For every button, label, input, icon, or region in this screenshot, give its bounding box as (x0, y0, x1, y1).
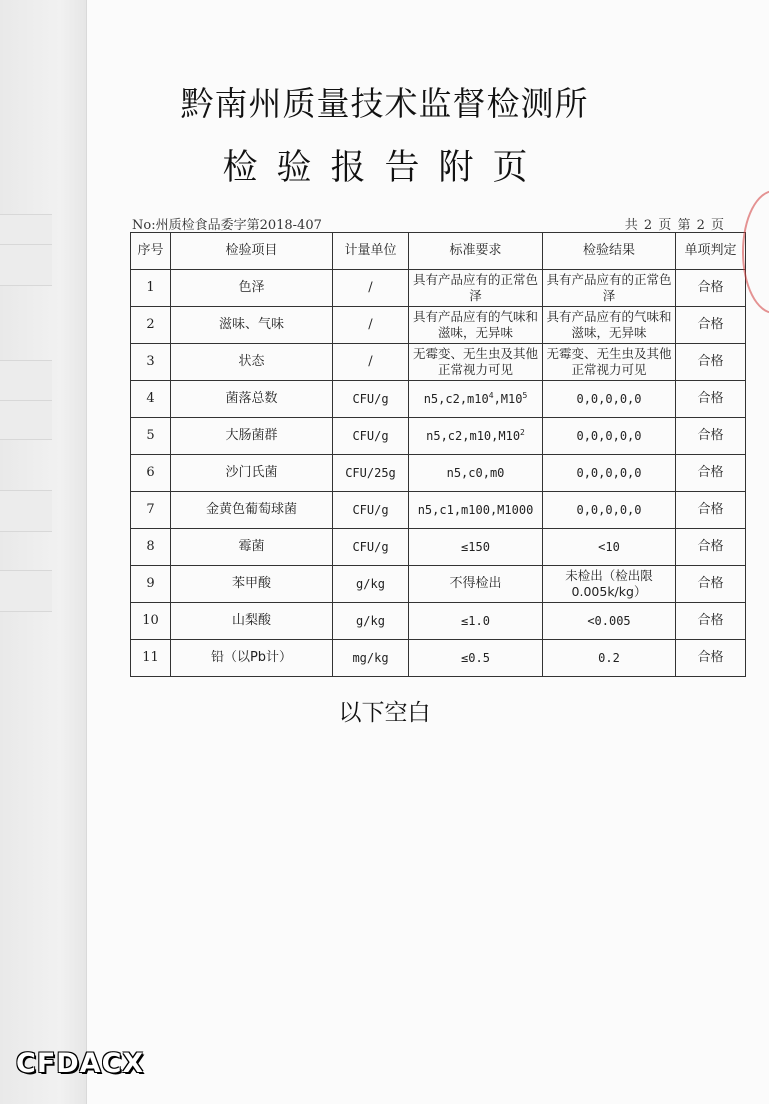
scan-artifact (0, 570, 52, 612)
standard-requirement (409, 381, 543, 418)
test-item: 霉菌 (171, 529, 333, 566)
verdict: 合格 (676, 270, 746, 307)
row-number: 4 (131, 381, 171, 418)
unit: / (333, 270, 409, 307)
standard-requirement: 具有产品应有的正常色泽 (409, 270, 543, 307)
scan-artifact (0, 490, 52, 532)
table-row (131, 270, 746, 307)
verdict: 合格 (676, 529, 746, 566)
table-row (131, 381, 746, 418)
standard-requirement: 不得检出 (409, 566, 543, 603)
unit: g/kg (333, 603, 409, 640)
table-row (131, 529, 746, 566)
std-text: n5,c2,m10 (423, 392, 489, 406)
test-result: 具有产品应有的气味和滋味，无异味 (543, 307, 676, 344)
test-result: 无霉变、无生虫及其他正常视力可见 (543, 344, 676, 381)
test-result: 0,0,0,0,0 (543, 455, 676, 492)
test-result: 0,0,0,0,0 (543, 492, 676, 529)
test-item: 沙门氏菌 (171, 455, 333, 492)
std-exponent: 5 (522, 391, 528, 400)
row-number: 11 (131, 640, 171, 677)
column-header: 标准要求 (409, 233, 543, 270)
unit: CFU/g (333, 529, 409, 566)
standard-requirement (409, 418, 543, 455)
column-header: 计量单位 (333, 233, 409, 270)
table-row (131, 344, 746, 381)
test-item: 铅（以Pb计） (171, 640, 333, 677)
unit: CFU/25g (333, 455, 409, 492)
standard-requirement: 无霉变、无生虫及其他正常视力可见 (409, 344, 543, 381)
test-result: 0,0,0,0,0 (543, 418, 676, 455)
document-number: No:州质检食品委字第2018-407 (132, 218, 322, 233)
verdict: 合格 (676, 455, 746, 492)
test-result: 0.2 (543, 640, 676, 677)
test-item: 山梨酸 (171, 603, 333, 640)
unit: / (333, 344, 409, 381)
unit: mg/kg (333, 640, 409, 677)
organization-name: 黔南州质量技术监督检测所 (180, 84, 589, 123)
verdict: 合格 (676, 418, 746, 455)
std-text: n5,c2,m10,M10 (426, 429, 521, 443)
test-item: 大肠菌群 (171, 418, 333, 455)
scan-artifact (0, 214, 52, 246)
test-item: 金黄色葡萄球菌 (171, 492, 333, 529)
blank-below-note: 以下空白 (338, 700, 431, 726)
verdict: 合格 (676, 566, 746, 603)
row-number: 1 (131, 270, 171, 307)
row-number: 8 (131, 529, 171, 566)
unit: g/kg (333, 566, 409, 603)
inspection-table (130, 232, 746, 677)
standard-requirement: ≤1.0 (409, 603, 543, 640)
std-exponent: 4 (488, 391, 494, 400)
verdict: 合格 (676, 640, 746, 677)
table-row (131, 418, 746, 455)
table-row (131, 603, 746, 640)
verdict: 合格 (676, 492, 746, 529)
table-row (131, 307, 746, 344)
row-number: 7 (131, 492, 171, 529)
std-exponent: 2 (520, 428, 525, 437)
watermark-logo: CFDACX (16, 1048, 145, 1079)
verdict: 合格 (676, 381, 746, 418)
test-result: 0,0,0,0,0 (543, 381, 676, 418)
test-item: 苯甲酸 (171, 566, 333, 603)
standard-requirement: n5,c0,m0 (409, 455, 543, 492)
row-number: 9 (131, 566, 171, 603)
page-info: 共 2 页 第 2 页 (624, 218, 725, 233)
table-row (131, 640, 746, 677)
row-number: 6 (131, 455, 171, 492)
std-text: ,M10 (493, 392, 523, 406)
row-number: 2 (131, 307, 171, 344)
scan-artifact (0, 244, 52, 286)
verdict: 合格 (676, 344, 746, 381)
scan-artifact (0, 400, 52, 440)
table-header-row (131, 233, 746, 270)
test-result: <10 (543, 529, 676, 566)
test-result: <0.005 (543, 603, 676, 640)
scan-artifact (0, 360, 52, 402)
column-header: 单项判定 (676, 233, 746, 270)
standard-requirement: ≤0.5 (409, 640, 543, 677)
column-header: 序号 (131, 233, 171, 270)
column-header: 检验结果 (543, 233, 676, 270)
unit: CFU/g (333, 492, 409, 529)
verdict: 合格 (676, 307, 746, 344)
column-header: 检验项目 (171, 233, 333, 270)
unit: CFU/g (333, 418, 409, 455)
test-result: 具有产品应有的正常色泽 (543, 270, 676, 307)
table-row (131, 566, 746, 603)
report-title: 检验报告附页 (222, 148, 547, 188)
unit: / (333, 307, 409, 344)
unit: CFU/g (333, 381, 409, 418)
verdict: 合格 (676, 603, 746, 640)
table-row (131, 492, 746, 529)
row-number: 3 (131, 344, 171, 381)
test-item: 滋味、气味 (171, 307, 333, 344)
row-number: 5 (131, 418, 171, 455)
test-item: 状态 (171, 344, 333, 381)
standard-requirement: 具有产品应有的气味和滋味，无异味 (409, 307, 543, 344)
report-meta (130, 214, 745, 232)
table-row (131, 455, 746, 492)
test-result: 未检出（检出限0.005k/kg） (543, 566, 676, 603)
standard-requirement: ≤150 (409, 529, 543, 566)
test-item: 菌落总数 (171, 381, 333, 418)
standard-requirement: n5,c1,m100,M1000 (409, 492, 543, 529)
row-number: 10 (131, 603, 171, 640)
test-item: 色泽 (171, 270, 333, 307)
